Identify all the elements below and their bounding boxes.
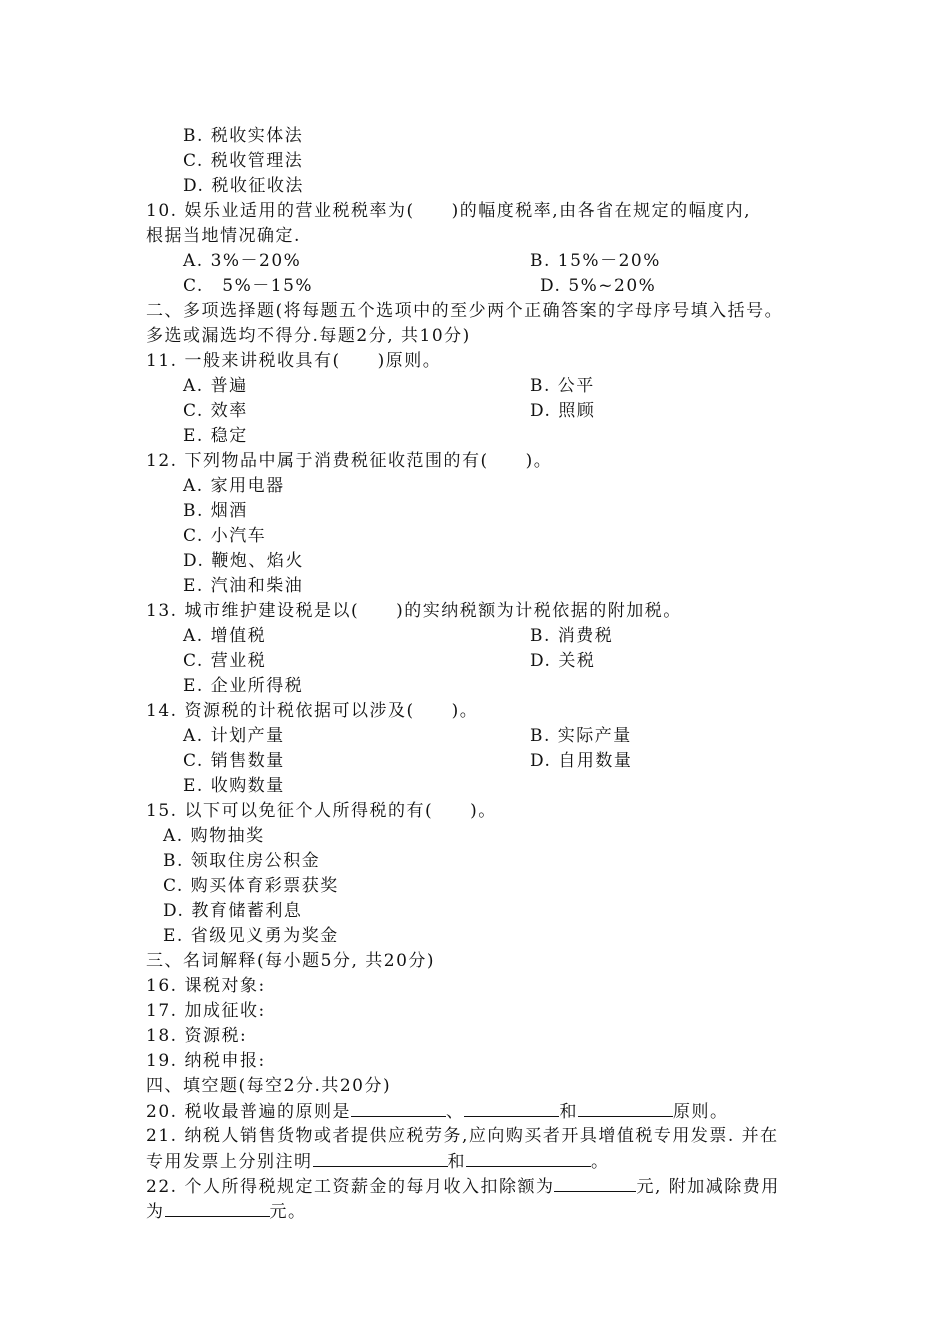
q14-option-e: E. 收购数量 bbox=[183, 776, 285, 796]
section4-heading: 四、填空题(每空2分.共20分) bbox=[146, 1076, 392, 1096]
q11-option-a: A. 普遍 bbox=[183, 376, 248, 396]
q10-option-b: B. 15%－20% bbox=[530, 251, 661, 271]
q13-option-a: A. 增值税 bbox=[183, 626, 267, 646]
q12-option-c: C. 小汽车 bbox=[183, 526, 267, 546]
q22-lead: 22. 个人所得税规定工资薪金的每月收入扣除额为 bbox=[146, 1177, 555, 1197]
q22-lead-2: 为 bbox=[146, 1202, 165, 1222]
q17-term: 17. 加成征收: bbox=[146, 1001, 266, 1021]
q20-lead: 20. 税收最普遍的原则是 bbox=[146, 1102, 351, 1122]
q12-option-d: D. 鞭炮、焰火 bbox=[183, 551, 304, 571]
q16-term: 16. 课税对象: bbox=[146, 976, 266, 996]
q13-option-c: C. 营业税 bbox=[183, 651, 267, 671]
q13-option-e: E. 企业所得税 bbox=[183, 676, 304, 696]
q22-line2 bbox=[146, 1199, 307, 1224]
q14-option-d: D. 自用数量 bbox=[530, 751, 633, 771]
q10-stem-line2: 根据当地情况确定. bbox=[146, 226, 301, 246]
q20-separator-2: 和 bbox=[559, 1102, 578, 1122]
q15-option-a: A. 购物抽奖 bbox=[163, 826, 265, 846]
q14-option-a: A. 计划产量 bbox=[183, 726, 285, 746]
q9-option-b: B. 税收实体法 bbox=[183, 126, 304, 146]
q10-stem-line1: 10. 娱乐业适用的营业税税率为( )的幅度税率,由各省在规定的幅度内, bbox=[146, 201, 752, 221]
q15-option-c: C. 购买体育彩票获奖 bbox=[163, 876, 339, 896]
q22-blank-1[interactable] bbox=[554, 1174, 636, 1192]
section2-heading-line1: 二、多项选择题(将每题五个选项中的至少两个正确答案的字母序号填入括号。 bbox=[146, 301, 784, 321]
q15-option-e: E. 省级见义勇为奖金 bbox=[163, 926, 339, 946]
q9-option-c: C. 税收管理法 bbox=[183, 151, 304, 171]
section2-heading-line2: 多选或漏选均不得分.每题2分, 共10分) bbox=[146, 326, 471, 346]
q21-blank-1[interactable] bbox=[313, 1149, 448, 1167]
q12-stem: 12. 下列物品中属于消费税征收范围的有( )。 bbox=[146, 451, 553, 471]
q22-tail: 元。 bbox=[269, 1202, 307, 1222]
q12-option-b: B. 烟酒 bbox=[183, 501, 248, 521]
q20-line bbox=[146, 1099, 728, 1124]
q14-option-b: B. 实际产量 bbox=[530, 726, 632, 746]
q22-mid: 元, 附加减除费用 bbox=[636, 1177, 780, 1197]
q21-tail: 。 bbox=[591, 1152, 610, 1172]
q13-option-d: D. 关税 bbox=[530, 651, 596, 671]
q13-option-b: B. 消费税 bbox=[530, 626, 614, 646]
q21-separator: 和 bbox=[447, 1152, 466, 1172]
q12-option-a: A. 家用电器 bbox=[183, 476, 285, 496]
q14-option-c: C. 销售数量 bbox=[183, 751, 285, 771]
q10-option-c: C. 5%－15% bbox=[183, 276, 314, 296]
q13-stem: 13. 城市维护建设税是以( )的实纳税额为计税依据的附加税。 bbox=[146, 601, 682, 621]
q12-option-e: E. 汽油和柴油 bbox=[183, 576, 304, 596]
q22-blank-2[interactable] bbox=[165, 1199, 270, 1217]
q20-separator-1: 、 bbox=[445, 1102, 465, 1122]
q21-line2 bbox=[146, 1149, 610, 1174]
q20-blank-3[interactable] bbox=[578, 1099, 673, 1117]
q11-option-d: D. 照顾 bbox=[530, 401, 596, 421]
q14-stem: 14. 资源税的计税依据可以涉及( )。 bbox=[146, 701, 479, 721]
q21-line1: 21. 纳税人销售货物或者提供应税劳务,应向购买者开具增值税专用发票. 并在 bbox=[146, 1126, 779, 1146]
q10-option-a: A. 3%－20% bbox=[183, 251, 302, 271]
q21-lead: 专用发票上分别注明 bbox=[146, 1152, 313, 1172]
q20-blank-2[interactable] bbox=[464, 1099, 559, 1117]
q11-option-b: B. 公平 bbox=[530, 376, 595, 396]
q20-tail: 原则。 bbox=[672, 1102, 729, 1122]
q10-option-d: D. 5%~20% bbox=[540, 276, 657, 296]
q11-option-e: E. 稳定 bbox=[183, 426, 248, 446]
q18-term: 18. 资源税: bbox=[146, 1026, 248, 1046]
q11-option-c: C. 效率 bbox=[183, 401, 248, 421]
q21-blank-2[interactable] bbox=[466, 1149, 591, 1167]
q15-stem: 15. 以下可以免征个人所得税的有( )。 bbox=[146, 801, 497, 821]
q22-line1 bbox=[146, 1174, 780, 1199]
q19-term: 19. 纳税申报: bbox=[146, 1051, 266, 1071]
section3-heading: 三、名词解释(每小题5分, 共20分) bbox=[146, 951, 436, 971]
q20-blank-1[interactable] bbox=[351, 1099, 446, 1117]
q9-option-d: D. 税收征收法 bbox=[183, 176, 304, 196]
q15-option-b: B. 领取住房公积金 bbox=[163, 851, 321, 871]
q15-option-d: D. 教育储蓄利息 bbox=[163, 901, 303, 921]
q11-stem: 11. 一般来讲税收具有( )原则。 bbox=[146, 351, 442, 371]
